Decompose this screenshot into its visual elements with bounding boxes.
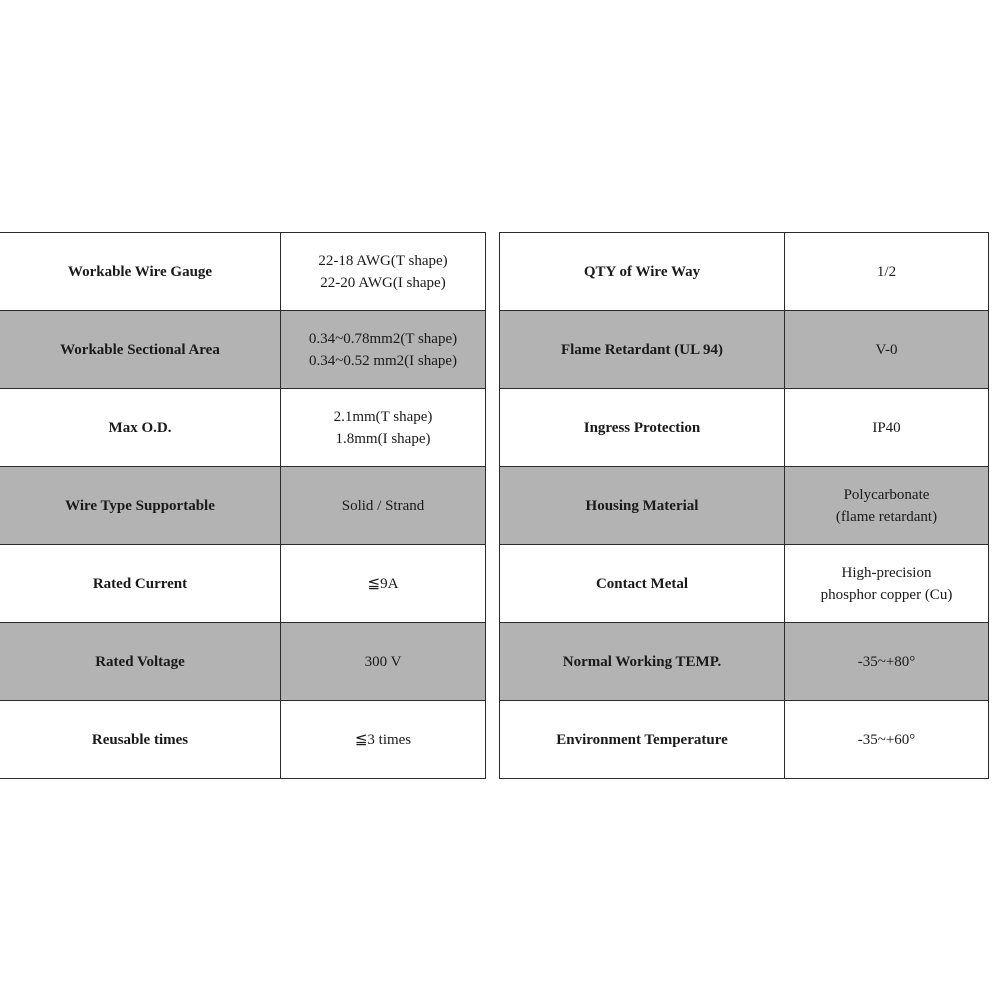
spec-label: Rated Current: [0, 545, 281, 623]
spec-value: [281, 467, 486, 545]
spec-value-line: phosphor copper (Cu): [820, 586, 953, 603]
spec-label: Normal Working TEMP.: [500, 623, 785, 701]
spec-value-line: Polycarbonate: [843, 486, 930, 503]
spec-row-working-temp: [500, 623, 989, 701]
spec-value: [785, 545, 989, 623]
spec-value: [281, 233, 486, 311]
spec-row-max-od: [0, 389, 486, 467]
spec-value-line: (flame retardant): [835, 508, 938, 525]
spec-label: Workable Wire Gauge: [0, 233, 281, 311]
spec-value: [281, 311, 486, 389]
spec-value: [785, 389, 989, 467]
spec-label: QTY of Wire Way: [500, 233, 785, 311]
spec-row-wire-gauge: [0, 233, 486, 311]
spec-value-line: ≦3 times: [354, 731, 412, 748]
spec-value-line: 1/2: [876, 263, 897, 280]
spec-value: [785, 233, 989, 311]
spec-label: Ingress Protection: [500, 389, 785, 467]
spec-value: [785, 467, 989, 545]
spec-value-line: Solid / Strand: [341, 497, 425, 514]
spec-value-line: High-precision: [841, 564, 932, 581]
spec-value-line: 1.8mm(I shape): [335, 430, 431, 447]
spec-value-line: 300 V: [364, 653, 402, 670]
spec-value: [281, 623, 486, 701]
spec-row-wire-way-qty: [500, 233, 989, 311]
spec-value: [281, 545, 486, 623]
spec-row-contact-metal: [500, 545, 989, 623]
spec-value-line: 22-20 AWG(I shape): [320, 274, 446, 291]
spec-value-line: ≦9A: [367, 575, 399, 592]
spec-value-line: IP40: [872, 419, 901, 436]
spec-row-ingress-protection: [500, 389, 989, 467]
spec-value: [785, 701, 989, 779]
spec-value-line: 0.34~0.78mm2(T shape): [308, 330, 458, 347]
spec-label: Rated Voltage: [0, 623, 281, 701]
spec-label: Contact Metal: [500, 545, 785, 623]
spec-row-housing-material: [500, 467, 989, 545]
spec-row-environment-temp: [500, 701, 989, 779]
spec-value-line: -35~+60°: [857, 731, 916, 748]
spec-value: [785, 623, 989, 701]
spec-value: [785, 311, 989, 389]
spec-label: Housing Material: [500, 467, 785, 545]
spec-value-line: 22-18 AWG(T shape): [318, 252, 448, 269]
spec-row-flame-retardant: [500, 311, 989, 389]
spec-row-rated-voltage: [0, 623, 486, 701]
spec-value-line: 0.34~0.52 mm2(I shape): [308, 352, 458, 369]
spec-table-left: [0, 232, 486, 779]
spec-label: Max O.D.: [0, 389, 281, 467]
spec-row-rated-current: [0, 545, 486, 623]
spec-label: Reusable times: [0, 701, 281, 779]
spec-value: [281, 389, 486, 467]
spec-label: Environment Temperature: [500, 701, 785, 779]
spec-label: Wire Type Supportable: [0, 467, 281, 545]
spec-label: Workable Sectional Area: [0, 311, 281, 389]
spec-row-sectional-area: [0, 311, 486, 389]
spec-table-right: [499, 232, 989, 779]
spec-row-reusable-times: [0, 701, 486, 779]
spec-value: [281, 701, 486, 779]
spec-row-wire-type: [0, 467, 486, 545]
spec-value-line: V-0: [875, 341, 898, 358]
spec-value-line: 2.1mm(T shape): [333, 408, 433, 425]
spec-label: Flame Retardant (UL 94): [500, 311, 785, 389]
spec-value-line: -35~+80°: [857, 653, 916, 670]
